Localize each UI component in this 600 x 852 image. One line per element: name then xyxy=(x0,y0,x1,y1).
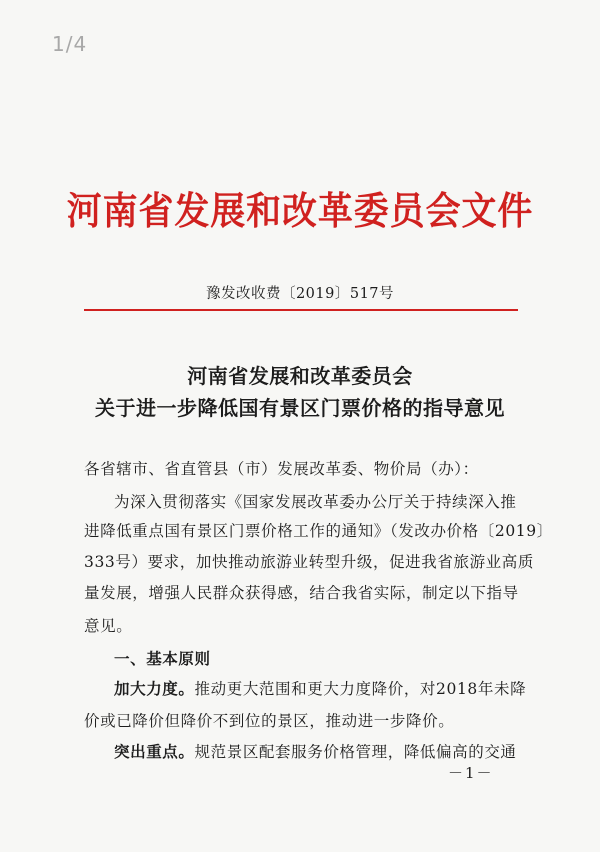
salutation: 各省辖市、省直管县（市）发展改革委、物价局（办）： xyxy=(84,460,479,478)
paragraph-increase-effort-line-2: 价或已降价但降价不到位的景区，推动进一步降价。 xyxy=(84,712,455,730)
document-title-line-1: 河南省发展和改革委员会 xyxy=(187,364,413,388)
intro-line-3: 333号）要求，加快推动旅游业转型升级，促进我省旅游业高质 xyxy=(84,553,534,571)
intro-line-1: 为深入贯彻落实《国家发展改革委办公厅关于持续深入推 xyxy=(114,493,517,511)
paragraph-text: 推动更大范围和更大力度降价，对2018年未降 xyxy=(194,680,527,698)
paragraph-increase-effort xyxy=(114,677,527,699)
document-title-line-2: 关于进一步降低国有景区门票价格的指导意见 xyxy=(95,396,505,420)
red-divider-line xyxy=(84,309,518,311)
paragraph-lead-highlight-focus: 突出重点。 xyxy=(114,743,195,761)
intro-line-4: 量发展，增强人民群众获得感，结合我省实际，制定以下指导 xyxy=(84,584,519,602)
intro-line-2: 进降低重点国有景区门票价格工作的通知》（发改办价格〔2019〕 xyxy=(84,522,553,540)
page-counter: 1/4 xyxy=(52,32,88,56)
paragraph-lead-increase-effort: 加大力度。 xyxy=(114,680,195,698)
paragraph-text: 规范景区配套服务价格管理，降低偏高的交通 xyxy=(194,743,517,761)
document-number: 豫发改收费〔2019〕517号 xyxy=(205,286,395,302)
section-heading-basic-principles: 一、基本原则 xyxy=(114,650,211,668)
intro-line-5: 意见。 xyxy=(84,617,133,635)
document-header-title: 河南省发展和改革委员会文件 xyxy=(66,189,534,233)
paragraph-highlight-focus xyxy=(114,740,524,762)
page-number-footer: －1－ xyxy=(448,764,494,782)
